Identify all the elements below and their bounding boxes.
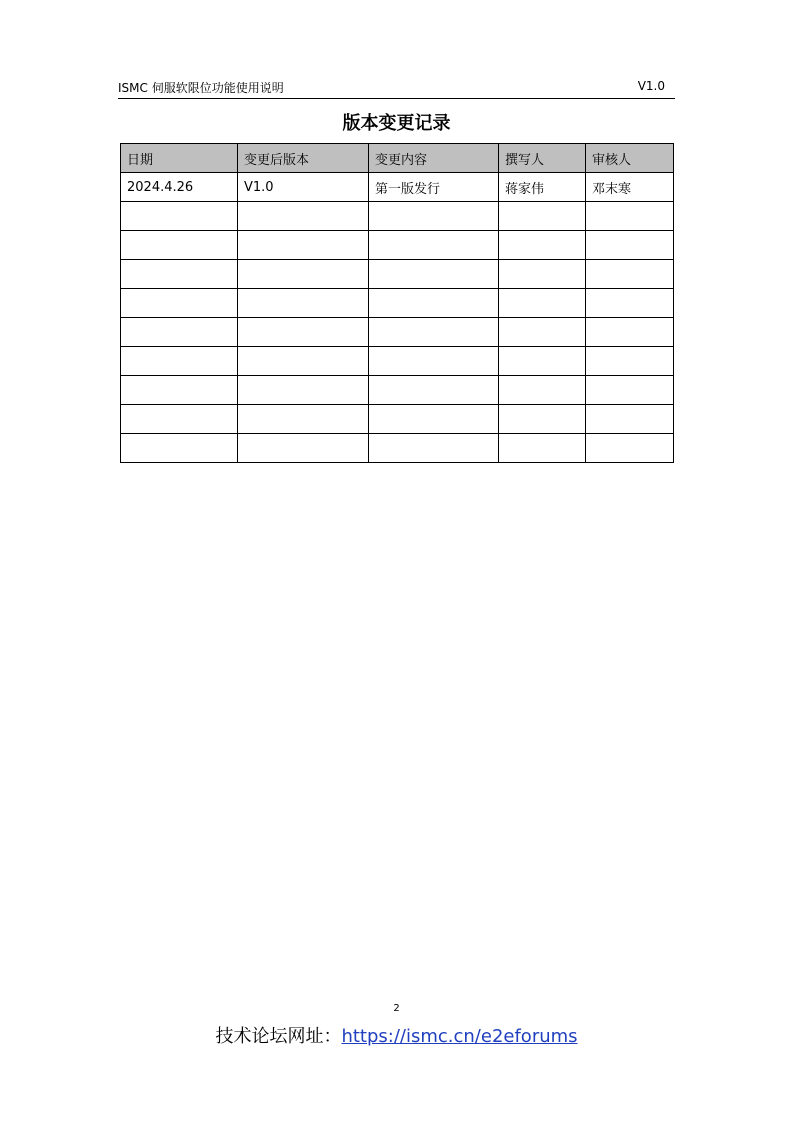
table-cell — [238, 376, 369, 405]
page-number: 2 — [393, 1003, 400, 1014]
table-cell — [586, 347, 674, 376]
table-row — [121, 231, 674, 260]
table-row — [121, 405, 674, 434]
table-cell — [369, 318, 499, 347]
table-row — [121, 318, 674, 347]
table-cell — [586, 260, 674, 289]
table-cell — [121, 434, 238, 463]
table-cell — [238, 318, 369, 347]
table-cell — [499, 376, 586, 405]
table-cell — [238, 202, 369, 231]
table-cell — [499, 202, 586, 231]
column-header-author: 撰写人 — [499, 144, 586, 173]
table-row — [121, 289, 674, 318]
page-title: 版本变更记录 — [342, 113, 451, 134]
table-cell — [121, 231, 238, 260]
table-cell: 2024.4.26 — [121, 173, 238, 202]
table-row — [121, 347, 674, 376]
page-footer — [0, 1022, 793, 1048]
table-cell — [586, 231, 674, 260]
table-cell — [499, 347, 586, 376]
table-cell — [238, 347, 369, 376]
table-row — [121, 434, 674, 463]
table-row — [121, 202, 674, 231]
table-cell — [369, 434, 499, 463]
table-cell — [499, 405, 586, 434]
table-cell — [586, 376, 674, 405]
table-cell — [238, 405, 369, 434]
table-cell — [369, 202, 499, 231]
table-cell — [586, 318, 674, 347]
table-header-row — [121, 144, 674, 173]
forum-label: 技术论坛网址： — [215, 1026, 342, 1047]
table-cell: 蒋家伟 — [499, 173, 586, 202]
table-cell — [121, 405, 238, 434]
table-cell — [121, 289, 238, 318]
table-cell — [369, 405, 499, 434]
document-version: V1.0 — [637, 79, 665, 93]
table-cell — [586, 405, 674, 434]
table-cell — [369, 347, 499, 376]
table-cell — [369, 289, 499, 318]
table-cell — [369, 376, 499, 405]
version-change-table — [120, 143, 674, 463]
table-row — [121, 173, 674, 202]
page-header — [118, 78, 675, 99]
table-cell — [369, 260, 499, 289]
table-cell — [238, 434, 369, 463]
table-cell: 第一版发行 — [369, 173, 499, 202]
table-cell — [238, 260, 369, 289]
table-cell — [238, 289, 369, 318]
table-cell — [238, 231, 369, 260]
table-cell — [121, 260, 238, 289]
column-header-reviewer: 审核人 — [586, 144, 674, 173]
table-cell — [121, 318, 238, 347]
table-cell — [499, 231, 586, 260]
table-cell — [499, 318, 586, 347]
table-cell: V1.0 — [238, 173, 369, 202]
table-cell — [499, 434, 586, 463]
table-cell — [121, 376, 238, 405]
table-cell — [499, 289, 586, 318]
column-header-change-content: 变更内容 — [369, 144, 499, 173]
table-cell — [121, 347, 238, 376]
table-cell — [586, 434, 674, 463]
document-title: ISMC 伺服软限位功能使用说明 — [118, 81, 284, 95]
forum-link[interactable]: https://ismc.cn/e2eforums — [341, 1026, 578, 1047]
table-cell — [586, 202, 674, 231]
table-cell — [369, 231, 499, 260]
table-cell — [121, 202, 238, 231]
table-cell: 邓末寒 — [586, 173, 674, 202]
table-cell — [586, 289, 674, 318]
column-header-new-version: 变更后版本 — [238, 144, 369, 173]
table-cell — [499, 260, 586, 289]
table-row — [121, 376, 674, 405]
table-row — [121, 260, 674, 289]
column-header-date: 日期 — [121, 144, 238, 173]
